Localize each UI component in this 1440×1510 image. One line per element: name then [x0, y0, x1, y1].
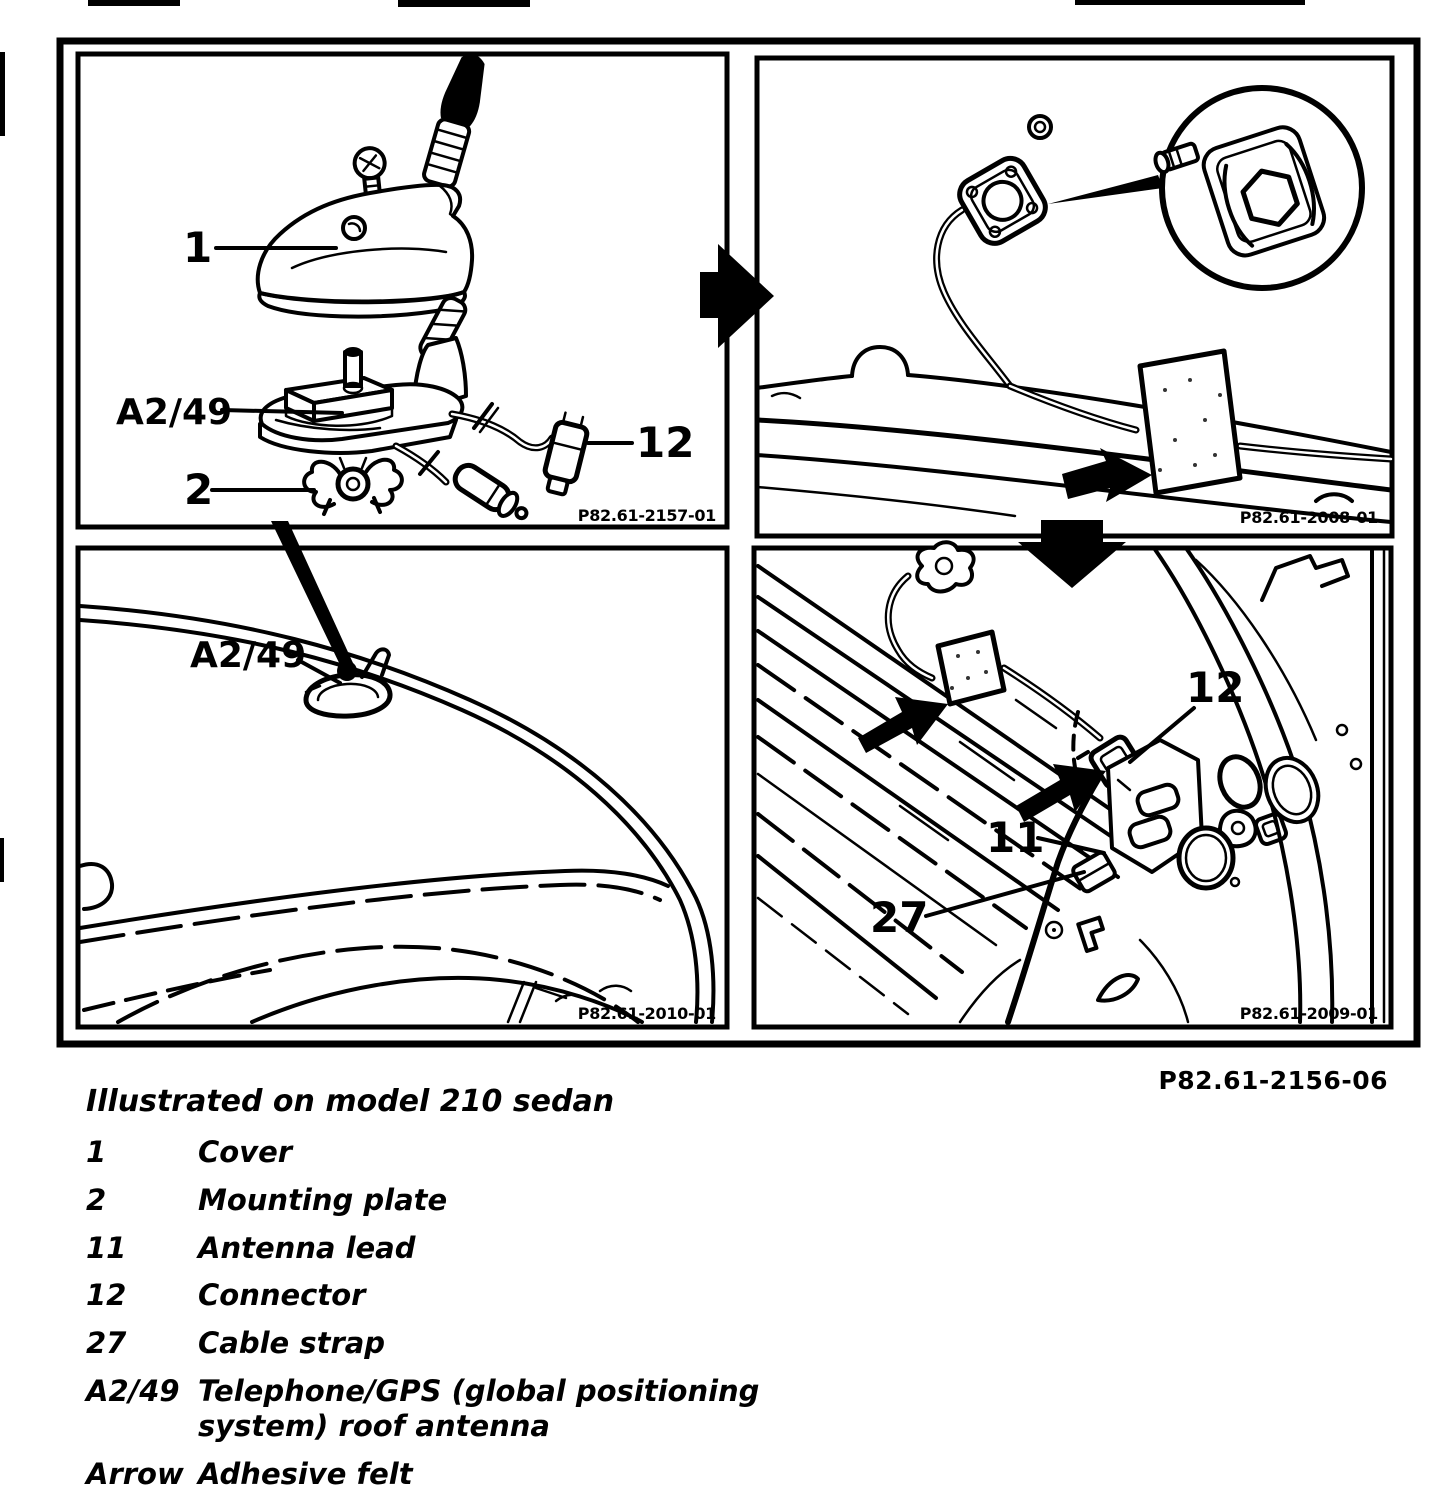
legend-row-mounting-plate — [86, 1183, 986, 1218]
location-pointer-dot — [337, 661, 357, 681]
pillar-felt-arrow — [858, 697, 948, 753]
callout-cover: 1 — [183, 223, 213, 272]
antenna-plug-drawing — [396, 446, 533, 527]
legend-label: Adhesive felt — [198, 1456, 413, 1491]
panel-roof-outer — [757, 88, 1391, 527]
legend-row-adhesive-felt — [86, 1457, 986, 1492]
legend-row-cover — [86, 1135, 986, 1170]
flow-connectors — [271, 244, 1126, 681]
pillar-felt-drawing — [938, 632, 1004, 704]
roof-rail-lines — [758, 566, 1162, 1014]
connector-drawing — [540, 411, 590, 496]
callout-mounting-plate: 2 — [184, 465, 214, 514]
legend-row-antenna-lead — [86, 1231, 986, 1266]
legend-row-connector — [86, 1278, 986, 1313]
leader-line-antenna-lead — [1038, 838, 1104, 853]
callout-cable-strap: 27 — [870, 893, 929, 942]
cover-drawing — [258, 185, 472, 317]
image-code-pillar: P82.61-2009-01 — [1239, 1004, 1378, 1023]
legend-key: Arrow — [86, 1456, 184, 1491]
legend-label: Mounting plate — [198, 1182, 448, 1217]
antenna-mast-drawing — [420, 50, 493, 189]
legend-key: 2 — [86, 1182, 107, 1217]
legend-label: Cover — [198, 1135, 293, 1169]
legend-label: Antenna lead — [198, 1230, 416, 1265]
callout-connector: 12 — [636, 418, 695, 467]
legend-label: Connector — [198, 1278, 366, 1313]
legend-key: 11 — [86, 1230, 127, 1265]
curl-mark — [1316, 494, 1352, 501]
mounting-plate-drawing — [304, 458, 402, 514]
roof-plate-drawing — [954, 153, 1051, 250]
flow-arrow-right-icon — [700, 244, 774, 348]
car-body-lines — [80, 606, 713, 1022]
image-code-roof-location: P82.61-2010-01 — [577, 1004, 716, 1023]
magnifier-pointer — [1048, 175, 1163, 204]
callout-antenna-location: A2/49 — [190, 635, 307, 676]
panel-pillar-routing — [758, 542, 1384, 1023]
image-code-roof-outer: P82.61-2008-01 — [1239, 508, 1378, 527]
grommet-inner — [1035, 122, 1045, 132]
panel-frame-roof-location — [78, 548, 727, 1027]
legend-key: 27 — [86, 1326, 127, 1361]
callout-connector-pillar: 12 — [1186, 663, 1245, 712]
legend-key: A2/49 — [86, 1373, 180, 1408]
magnifier-inset — [1153, 88, 1362, 288]
legend-row-cable-strap — [86, 1326, 986, 1361]
legend — [86, 1084, 986, 1504]
flow-arrow-down-icon — [1018, 520, 1126, 588]
legend-key: 12 — [86, 1278, 127, 1313]
grommet-drawing — [1029, 116, 1051, 138]
adhesive-felt-drawing — [1140, 351, 1240, 493]
legend-label: Cable strap — [198, 1326, 386, 1361]
legend-label: Telephone/GPS (global positioning system) roof antenna — [198, 1373, 760, 1443]
legend-row-roof-antenna — [86, 1374, 986, 1444]
figure-code: P82.61-2156-06 — [1158, 1066, 1388, 1095]
callout-antenna-lead: 11 — [986, 813, 1045, 862]
panel-roof-location — [80, 606, 716, 1023]
legend-key: 1 — [86, 1135, 107, 1169]
callout-antenna: A2/49 — [116, 392, 233, 433]
panel-exploded-view — [116, 50, 716, 527]
image-code-exploded: P82.61-2157-01 — [577, 506, 716, 525]
leader-line-cable-strap — [926, 872, 1084, 916]
legend-caption: Illustrated on model 210 sedan — [86, 1084, 615, 1119]
